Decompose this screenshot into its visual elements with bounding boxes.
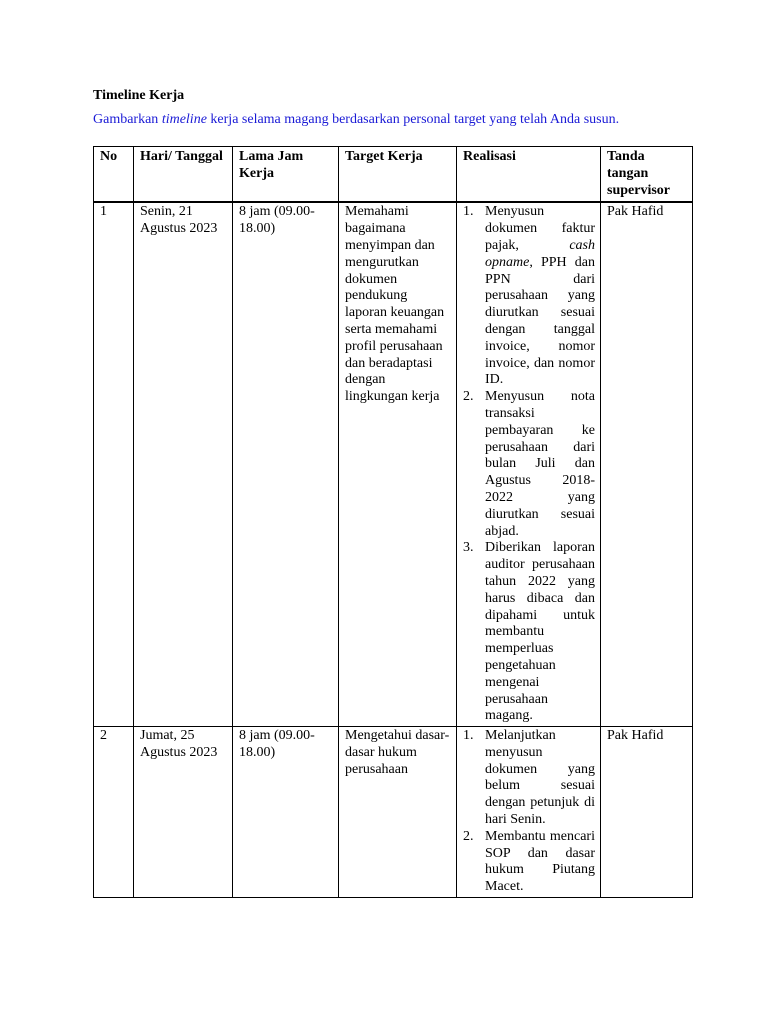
- intro-text: [93, 111, 619, 129]
- realisasi-item-text: Membantu mencari SOP dan dasar hukum Piutang Macet.: [485, 828, 595, 895]
- intro-text-italic: timeline: [161, 112, 207, 127]
- header-hari-tanggal: Hari/ Tanggal: [134, 147, 233, 203]
- realisasi-item-text: Melanjutkan menyusun dokumen yang belum sesuai dengan petunjuk di hari Senin.: [485, 728, 595, 828]
- realisasi-item-number: 3.: [463, 540, 474, 556]
- cell-realisasi: [457, 727, 601, 898]
- intro-text-after: kerja selama magang berdasarkan personal target yang telah Anda susun.: [206, 112, 620, 127]
- header-tanda-tangan: Tanda tangan supervisor: [601, 147, 693, 203]
- document-title: Timeline Kerja: [93, 88, 185, 103]
- realisasi-item-text-tail: , PPH dan PPN dari perusahaan yang diurutkan sesuai dengan tanggal invoice, nomor invoice, dan nomor ID.: [485, 254, 595, 388]
- realisasi-item: [463, 829, 595, 896]
- realisasi-item-text: Menyusun nota transaksi pembayaran ke perusahaan dari bulan Juli dan Agustus 2018-2022 yang diurutkan sesuai abjad.: [485, 389, 595, 539]
- realisasi-item-text: Menyusun dokumen faktur pajak,: [485, 204, 595, 253]
- header-lama-jam-kerja: Lama Jam Kerja: [233, 147, 339, 203]
- header-no: No: [94, 147, 134, 203]
- realisasi-item-italic: cash opname: [485, 237, 595, 270]
- realisasi-item-number: 1.: [463, 728, 474, 744]
- cell-realisasi: [457, 202, 601, 726]
- cell-tanda-tangan: Pak Hafid: [601, 727, 693, 898]
- realisasi-list: [463, 204, 595, 725]
- header-target-kerja: Target Kerja: [339, 147, 457, 203]
- cell-hari-tanggal: Senin, 21 Agustus 2023: [134, 202, 233, 726]
- cell-lama-jam-kerja: 8 jam (09.00-18.00): [233, 202, 339, 726]
- realisasi-item-text: Diberikan laporan auditor perusahaan tahun 2022 yang harus dibaca dan dipahami untuk membantu memperluas pengetahuan mengenai perusahaan magang.: [485, 540, 595, 724]
- table-row: [94, 202, 693, 726]
- cell-target-kerja: Memahami bagaimana menyimpan dan mengurutkan dokumen pendukung laporan keuangan serta memahami profil perusahaan dan beradaptasi dengan lingkungan kerja: [339, 202, 457, 726]
- realisasi-item: [463, 389, 595, 540]
- table-row: [94, 727, 693, 898]
- cell-tanda-tangan: Pak Hafid: [601, 202, 693, 726]
- cell-target-kerja: Mengetahui dasar-dasar hukum perusahaan: [339, 727, 457, 898]
- header-realisasi: Realisasi: [457, 147, 601, 203]
- intro-text-before: Gambarkan: [93, 112, 162, 127]
- realisasi-list: [463, 728, 595, 896]
- cell-no: 1: [94, 202, 134, 726]
- realisasi-item: [463, 204, 595, 389]
- table-header-row: [94, 147, 693, 203]
- realisasi-item-number: 2.: [463, 389, 474, 405]
- cell-lama-jam-kerja: 8 jam (09.00-18.00): [233, 727, 339, 898]
- realisasi-item-number: 2.: [463, 828, 474, 844]
- cell-no: 2: [94, 727, 134, 898]
- realisasi-item-number: 1.: [463, 204, 474, 220]
- cell-hari-tanggal: Jumat, 25 Agustus 2023: [134, 727, 233, 898]
- timeline-table: [93, 146, 693, 898]
- realisasi-item: [463, 540, 595, 725]
- realisasi-item: [463, 728, 595, 829]
